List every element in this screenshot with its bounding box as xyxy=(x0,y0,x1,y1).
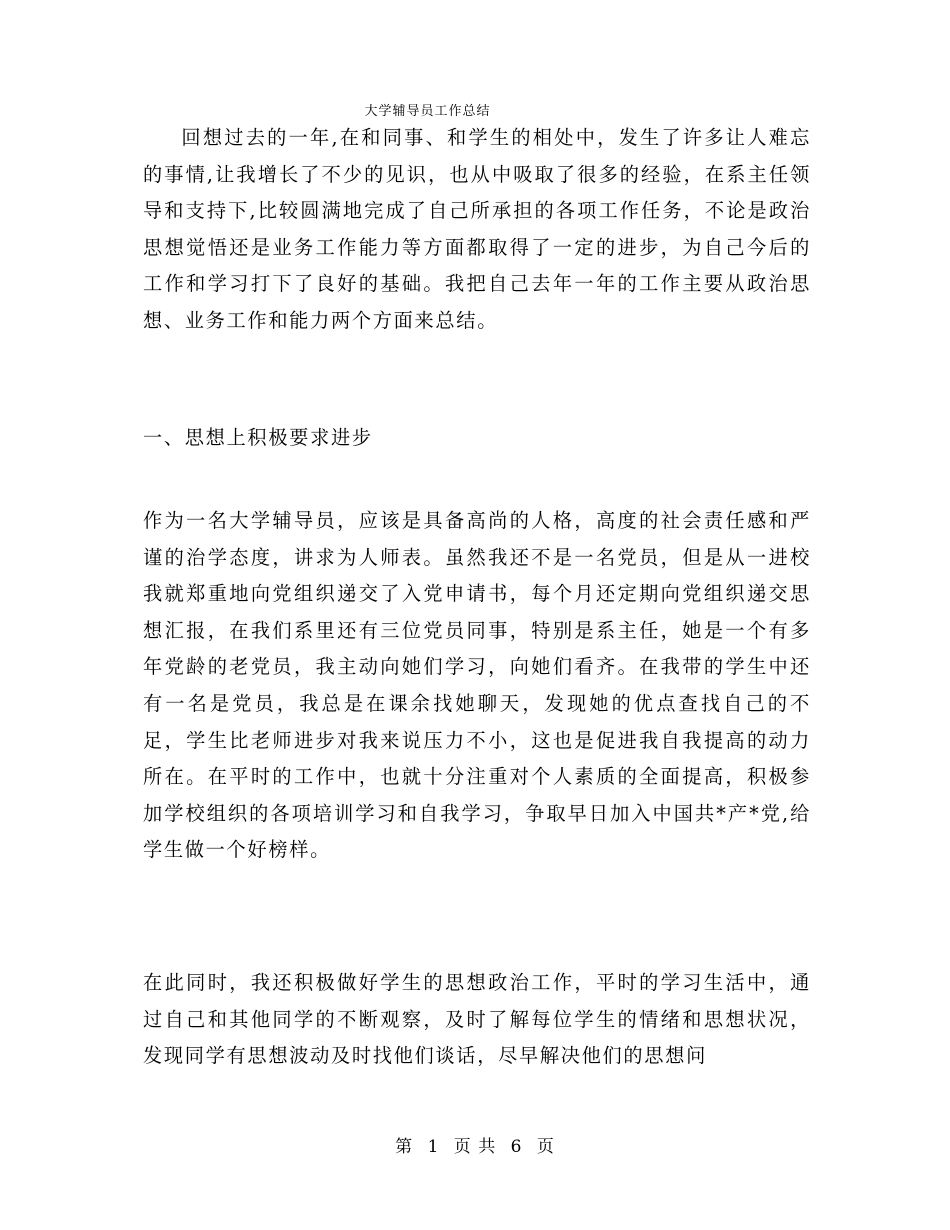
total-pages: 6 xyxy=(510,1137,523,1157)
footer-suffix: 页 xyxy=(536,1137,555,1157)
body-paragraph: 在此同时，我还积极做好学生的思想政治工作，平时的学习生活中，通过自己和其他同学的不断观察，及时了解每位学生的情绪和思想状况，发现同学有思想波动及时找他们谈话，尽早解决他们的思想问 xyxy=(143,971,811,1068)
document-title: 大学辅导员工作总结 xyxy=(364,104,491,119)
page-footer xyxy=(0,1132,950,1157)
page-number: 1 xyxy=(427,1137,440,1157)
intro-paragraph: 回想过去的一年,在和同事、和学生的相处中，发生了许多让人难忘的事情,让我增长了不少的见识，也从中吸取了很多的经验，在系主任领导和支持下,比较圆满地完成了自己所承担的各项工作任务，不论是政治思想觉悟还是业务工作能力等方面都取得了一定的进步，为自己今后的工作和学习打下了良好的基础。我把自己去年一年的工作主要从政治思想、业务工作和能力两个方面来总结。 xyxy=(143,126,811,332)
body-paragraph: 作为一名大学辅导员，应该是具备高尚的人格，高度的社会责任感和严谨的治学态度，讲求为人师表。虽然我还不是一名党员，但是从一进校我就郑重地向党组织递交了入党申请书，每个月还定期向党组织递交思想汇报，在我们系里还有三位党员同事，特别是系主任，她是一个有多年党龄的老党员，我主动向她们学习，向她们看齐。在我带的学生中还有一名是党员，我总是在课余找她聊天，发现她的优点查找自己的不足，学生比老师进步对我来说压力不小，这也是促进我自我提高的动力所在。在平时的工作中，也就十分注重对个人素质的全面提高，积极参加学校组织的各项培训学习和自我学习，争取早日加入中国共*产*党,给学生做一个好榜样。 xyxy=(143,509,811,862)
footer-prefix: 第 xyxy=(395,1137,414,1157)
footer-middle: 页 共 xyxy=(453,1137,497,1157)
section-heading: 一、思想上积极要求进步 xyxy=(143,426,373,449)
